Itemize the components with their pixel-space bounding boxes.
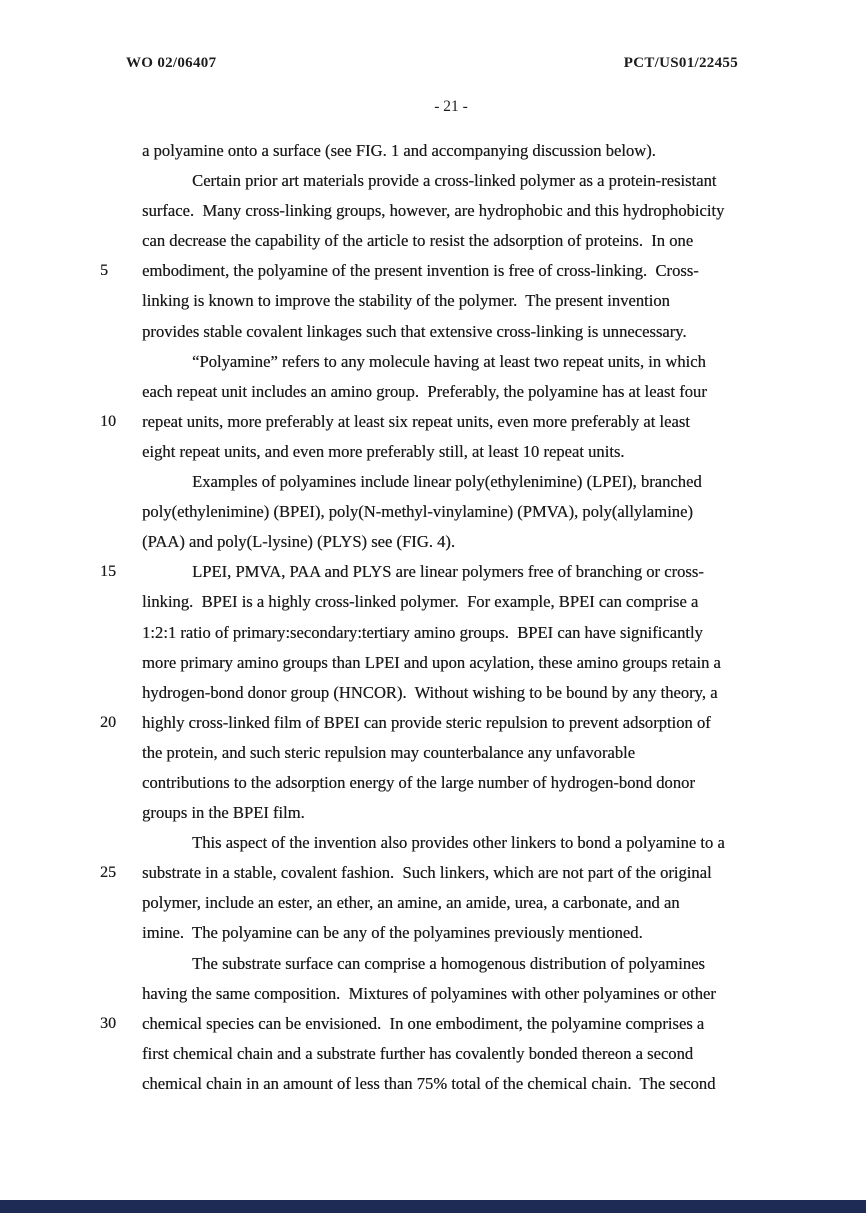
text-line xyxy=(100,407,802,437)
text-line xyxy=(142,979,802,1009)
line-text: provides stable covalent linkages such that extensive cross-linking is unnecessary. xyxy=(142,321,687,341)
line-text: Certain prior art materials provide a cross-linked polymer as a protein-resistant xyxy=(192,171,717,191)
line-text: more primary amino groups than LPEI and upon acylation, these amino groups retain a xyxy=(142,652,721,672)
text-line xyxy=(142,738,802,768)
text-line xyxy=(142,798,802,828)
line-text: contributions to the adsorption energy of the large number of hydrogen-bond donor xyxy=(142,772,695,792)
line-text: groups in the BPEI film. xyxy=(142,803,305,823)
line-text: chemical species can be envisioned. In one embodiment, the polyamine comprises a xyxy=(142,1013,705,1033)
publication-number: WO 02/06407 xyxy=(126,55,217,71)
text-line xyxy=(142,587,802,617)
line-text: polymer, include an ester, an ether, an amine, an amide, urea, a carbonate, and an xyxy=(142,893,680,913)
text-line xyxy=(100,256,802,286)
line-text: the protein, and such steric repulsion may counterbalance any unfavorable xyxy=(142,742,636,762)
text-line xyxy=(142,768,802,798)
line-number: 25 xyxy=(100,864,116,882)
text-line xyxy=(100,1009,802,1039)
line-text: This aspect of the invention also provides other linkers to bond a polyamine to a xyxy=(192,833,725,853)
line-text: can decrease the capability of the article to resist the adsorption of proteins. In one xyxy=(142,231,694,251)
line-text: linking is known to improve the stability of the polymer. The present invention xyxy=(142,291,670,311)
text-line xyxy=(142,497,802,527)
line-text: imine. The polyamine can be any of the polyamines previously mentioned. xyxy=(142,923,643,943)
line-text: a polyamine onto a surface (see FIG. 1 and accompanying discussion below). xyxy=(142,141,656,160)
scan-edge-artifact xyxy=(0,1200,866,1213)
text-line xyxy=(142,828,802,858)
line-text: eight repeat units, and even more preferably still, at least 10 repeat units. xyxy=(142,441,625,461)
line-number: 15 xyxy=(100,563,116,581)
text-line xyxy=(142,347,802,377)
line-text: each repeat unit includes an amino group. Preferably, the polyamine has at least four xyxy=(142,381,707,401)
line-text: substrate in a stable, covalent fashion. Such linkers, which are not part of the original xyxy=(142,863,712,883)
text-line xyxy=(142,1069,802,1099)
application-number: PCT/US01/22455 xyxy=(623,55,738,71)
line-text: having the same composition. Mixtures of polyamines with other polyamines or other xyxy=(142,983,716,1003)
line-text: 1:2:1 ratio of primary:secondary:tertiary amino groups. BPEI can have significantly xyxy=(142,622,703,642)
line-text: chemical chain in an amount of less than 75% total of the chemical chain. The second xyxy=(142,1073,716,1093)
line-number: 30 xyxy=(100,1014,116,1032)
text-line xyxy=(142,196,802,226)
text-line xyxy=(142,467,802,497)
line-number: 10 xyxy=(100,412,116,430)
text-line xyxy=(142,317,802,347)
line-number: 20 xyxy=(100,713,116,731)
line-text: LPEI, PMVA, PAA and PLYS are linear polymers free of branching or cross- xyxy=(192,562,704,582)
text-line xyxy=(142,918,802,948)
text-line xyxy=(142,648,802,678)
line-text: hydrogen-bond donor group (HNCOR). Without wishing to be bound by any theory, a xyxy=(142,682,718,702)
line-text: poly(ethylenimine) (BPEI), poly(N-methyl-vinylamine) (PMVA), poly(allylamine) xyxy=(142,502,693,522)
text-line xyxy=(142,377,802,407)
text-line xyxy=(142,437,802,467)
text-line xyxy=(142,226,802,256)
line-text: Examples of polyamines include linear poly(ethylenimine) (LPEI), branched xyxy=(192,472,702,492)
line-text: embodiment, the polyamine of the present invention is free of cross-linking. Cross- xyxy=(142,261,699,281)
page-number: - 21 - xyxy=(434,98,468,115)
line-text: first chemical chain and a substrate further has covalently bonded thereon a second xyxy=(142,1043,694,1063)
text-line xyxy=(142,136,802,166)
body-text xyxy=(100,136,802,1099)
line-number: 5 xyxy=(100,262,108,280)
text-line xyxy=(100,557,802,587)
text-line xyxy=(142,527,802,557)
text-line xyxy=(142,166,802,196)
text-line xyxy=(100,708,802,738)
line-text: surface. Many cross-linking groups, however, are hydrophobic and this hydrophobicity xyxy=(142,201,725,221)
line-text: highly cross-linked film of BPEI can provide steric repulsion to prevent adsorption of xyxy=(142,712,711,732)
text-line xyxy=(142,618,802,648)
text-line xyxy=(142,678,802,708)
text-line xyxy=(142,888,802,918)
text-line xyxy=(100,858,802,888)
text-line xyxy=(142,949,802,979)
text-line xyxy=(142,286,802,316)
line-text: linking. BPEI is a highly cross-linked polymer. For example, BPEI can comprise a xyxy=(142,592,699,612)
text-line xyxy=(142,1039,802,1069)
line-text: The substrate surface can comprise a homogenous distribution of polyamines xyxy=(192,953,705,973)
line-text: (PAA) and poly(L-lysine) (PLYS) see (FIG. 4). xyxy=(142,532,455,552)
line-text: repeat units, more preferably at least six repeat units, even more preferably at least xyxy=(142,411,690,431)
line-text: “Polyamine” refers to any molecule having at least two repeat units, in which xyxy=(192,351,706,371)
